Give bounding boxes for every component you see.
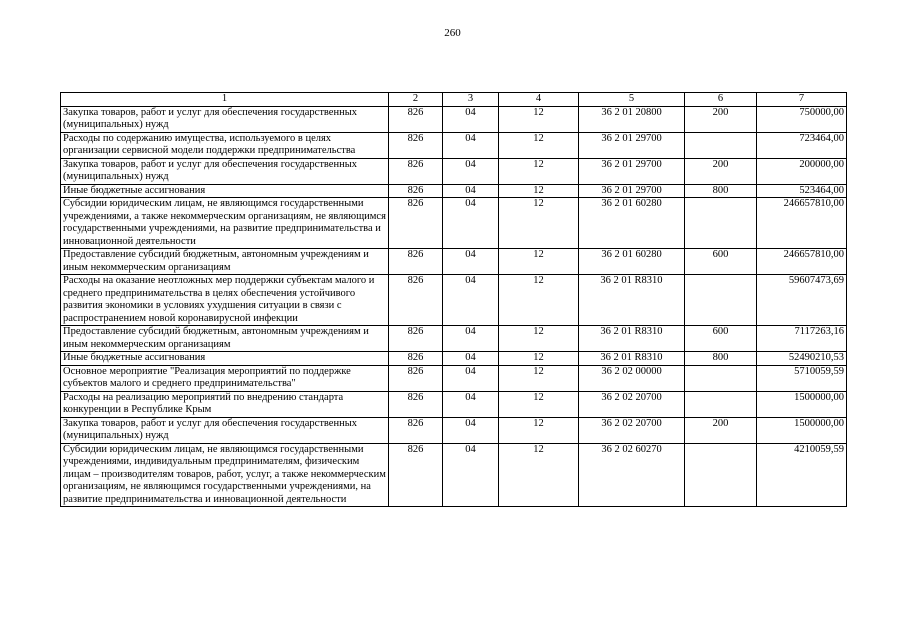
subsection-code-cell: 12 [499, 352, 579, 366]
ministry-code-cell: 826 [389, 158, 443, 184]
table-row [61, 106, 847, 132]
ministry-code-cell: 826 [389, 249, 443, 275]
amount-cell: 200000,00 [757, 158, 847, 184]
target-article-cell: 36 2 01 20800 [579, 106, 685, 132]
table-row [61, 365, 847, 391]
expense-type-cell: 600 [685, 326, 757, 352]
amount-cell: 246657810,00 [757, 198, 847, 249]
target-article-cell: 36 2 02 00000 [579, 365, 685, 391]
ministry-code-cell: 826 [389, 391, 443, 417]
subsection-code-cell: 12 [499, 417, 579, 443]
section-code-cell: 04 [443, 184, 499, 198]
amount-cell: 5710059,59 [757, 365, 847, 391]
expense-type-cell: 200 [685, 158, 757, 184]
target-article-cell: 36 2 01 R8310 [579, 275, 685, 326]
target-article-cell: 36 2 01 R8310 [579, 352, 685, 366]
subsection-code-cell: 12 [499, 365, 579, 391]
row-name-cell: Закупка товаров, работ и услуг для обеспечения государственных (муниципальных) нужд [61, 417, 389, 443]
table-header-row [61, 93, 847, 107]
section-code-cell: 04 [443, 417, 499, 443]
column-header: 5 [579, 93, 685, 107]
row-name-cell: Иные бюджетные ассигнования [61, 184, 389, 198]
section-code-cell: 04 [443, 365, 499, 391]
section-code-cell: 04 [443, 443, 499, 507]
expense-type-cell: 800 [685, 184, 757, 198]
subsection-code-cell: 12 [499, 249, 579, 275]
ministry-code-cell: 826 [389, 198, 443, 249]
section-code-cell: 04 [443, 106, 499, 132]
amount-cell: 4210059,59 [757, 443, 847, 507]
page-number: 260 [444, 27, 461, 39]
row-name-cell: Субсидии юридическим лицам, не являющимся государственными учреждениями, индивидуальным предпринимателям, физическим лицам – производителям товаров, работ, услуг, а также некоммерческим организациям, не являющимся государственными учреждениями, на развитие предпринимательства и инновационной деятельности [61, 443, 389, 507]
subsection-code-cell: 12 [499, 275, 579, 326]
table-row [61, 132, 847, 158]
expense-type-cell: 200 [685, 417, 757, 443]
ministry-code-cell: 826 [389, 275, 443, 326]
ministry-code-cell: 826 [389, 365, 443, 391]
amount-cell: 246657810,00 [757, 249, 847, 275]
target-article-cell: 36 2 01 R8310 [579, 326, 685, 352]
table-row [61, 326, 847, 352]
expense-type-cell [685, 365, 757, 391]
subsection-code-cell: 12 [499, 106, 579, 132]
row-name-cell: Расходы на реализацию мероприятий по внедрению стандарта конкуренции в Республике Крым [61, 391, 389, 417]
row-name-cell: Расходы по содержанию имущества, используемого в целях организации сервисной модели поддержки предпринимательства [61, 132, 389, 158]
amount-cell: 723464,00 [757, 132, 847, 158]
section-code-cell: 04 [443, 391, 499, 417]
amount-cell: 52490210,53 [757, 352, 847, 366]
section-code-cell: 04 [443, 326, 499, 352]
amount-cell: 59607473,69 [757, 275, 847, 326]
column-header: 2 [389, 93, 443, 107]
section-code-cell: 04 [443, 132, 499, 158]
expense-type-cell [685, 198, 757, 249]
expense-type-cell [685, 132, 757, 158]
target-article-cell: 36 2 01 29700 [579, 184, 685, 198]
target-article-cell: 36 2 01 60280 [579, 198, 685, 249]
row-name-cell: Закупка товаров, работ и услуг для обеспечения государственных (муниципальных) нужд [61, 158, 389, 184]
table-row [61, 158, 847, 184]
subsection-code-cell: 12 [499, 443, 579, 507]
expense-type-cell [685, 443, 757, 507]
column-header: 7 [757, 93, 847, 107]
column-header: 4 [499, 93, 579, 107]
table-row [61, 391, 847, 417]
amount-cell: 7117263,16 [757, 326, 847, 352]
target-article-cell: 36 2 02 20700 [579, 417, 685, 443]
section-code-cell: 04 [443, 249, 499, 275]
column-header: 3 [443, 93, 499, 107]
ministry-code-cell: 826 [389, 326, 443, 352]
target-article-cell: 36 2 02 20700 [579, 391, 685, 417]
column-header: 1 [61, 93, 389, 107]
target-article-cell: 36 2 02 60270 [579, 443, 685, 507]
table-row [61, 443, 847, 507]
table-row [61, 352, 847, 366]
expense-type-cell: 600 [685, 249, 757, 275]
amount-cell: 750000,00 [757, 106, 847, 132]
amount-cell: 523464,00 [757, 184, 847, 198]
budget-table [60, 92, 847, 507]
table-row [61, 249, 847, 275]
expense-type-cell: 200 [685, 106, 757, 132]
subsection-code-cell: 12 [499, 132, 579, 158]
ministry-code-cell: 826 [389, 184, 443, 198]
row-name-cell: Иные бюджетные ассигнования [61, 352, 389, 366]
ministry-code-cell: 826 [389, 417, 443, 443]
target-article-cell: 36 2 01 29700 [579, 158, 685, 184]
ministry-code-cell: 826 [389, 106, 443, 132]
target-article-cell: 36 2 01 60280 [579, 249, 685, 275]
section-code-cell: 04 [443, 198, 499, 249]
table-body [61, 106, 847, 507]
section-code-cell: 04 [443, 352, 499, 366]
section-code-cell: 04 [443, 275, 499, 326]
subsection-code-cell: 12 [499, 184, 579, 198]
target-article-cell: 36 2 01 29700 [579, 132, 685, 158]
subsection-code-cell: 12 [499, 158, 579, 184]
amount-cell: 1500000,00 [757, 391, 847, 417]
expense-type-cell [685, 275, 757, 326]
row-name-cell: Расходы на оказание неотложных мер поддержки субъектам малого и среднего предпринимательства в целях обеспечения устойчивого развития экономики в условиях ухудшения ситуации в связи с распространением новой коронавирусной инфекции [61, 275, 389, 326]
ministry-code-cell: 826 [389, 132, 443, 158]
amount-cell: 1500000,00 [757, 417, 847, 443]
row-name-cell: Субсидии юридическим лицам, не являющимся государственными учреждениями, а также некоммерческим организациям, не являющимся государственными учреждениями, на развитие предпринимательства и инновационной деятельности [61, 198, 389, 249]
expense-type-cell: 800 [685, 352, 757, 366]
subsection-code-cell: 12 [499, 391, 579, 417]
row-name-cell: Основное мероприятие "Реализация мероприятий по поддержке субъектов малого и среднего предпринимательства" [61, 365, 389, 391]
section-code-cell: 04 [443, 158, 499, 184]
table-row [61, 417, 847, 443]
expense-type-cell [685, 391, 757, 417]
table-row [61, 198, 847, 249]
ministry-code-cell: 826 [389, 352, 443, 366]
subsection-code-cell: 12 [499, 326, 579, 352]
row-name-cell: Закупка товаров, работ и услуг для обеспечения государственных (муниципальных) нужд [61, 106, 389, 132]
table-row [61, 275, 847, 326]
ministry-code-cell: 826 [389, 443, 443, 507]
row-name-cell: Предоставление субсидий бюджетным, автономным учреждениям и иным некоммерческим организациям [61, 326, 389, 352]
subsection-code-cell: 12 [499, 198, 579, 249]
row-name-cell: Предоставление субсидий бюджетным, автономным учреждениям и иным некоммерческим организациям [61, 249, 389, 275]
table-row [61, 184, 847, 198]
column-header: 6 [685, 93, 757, 107]
